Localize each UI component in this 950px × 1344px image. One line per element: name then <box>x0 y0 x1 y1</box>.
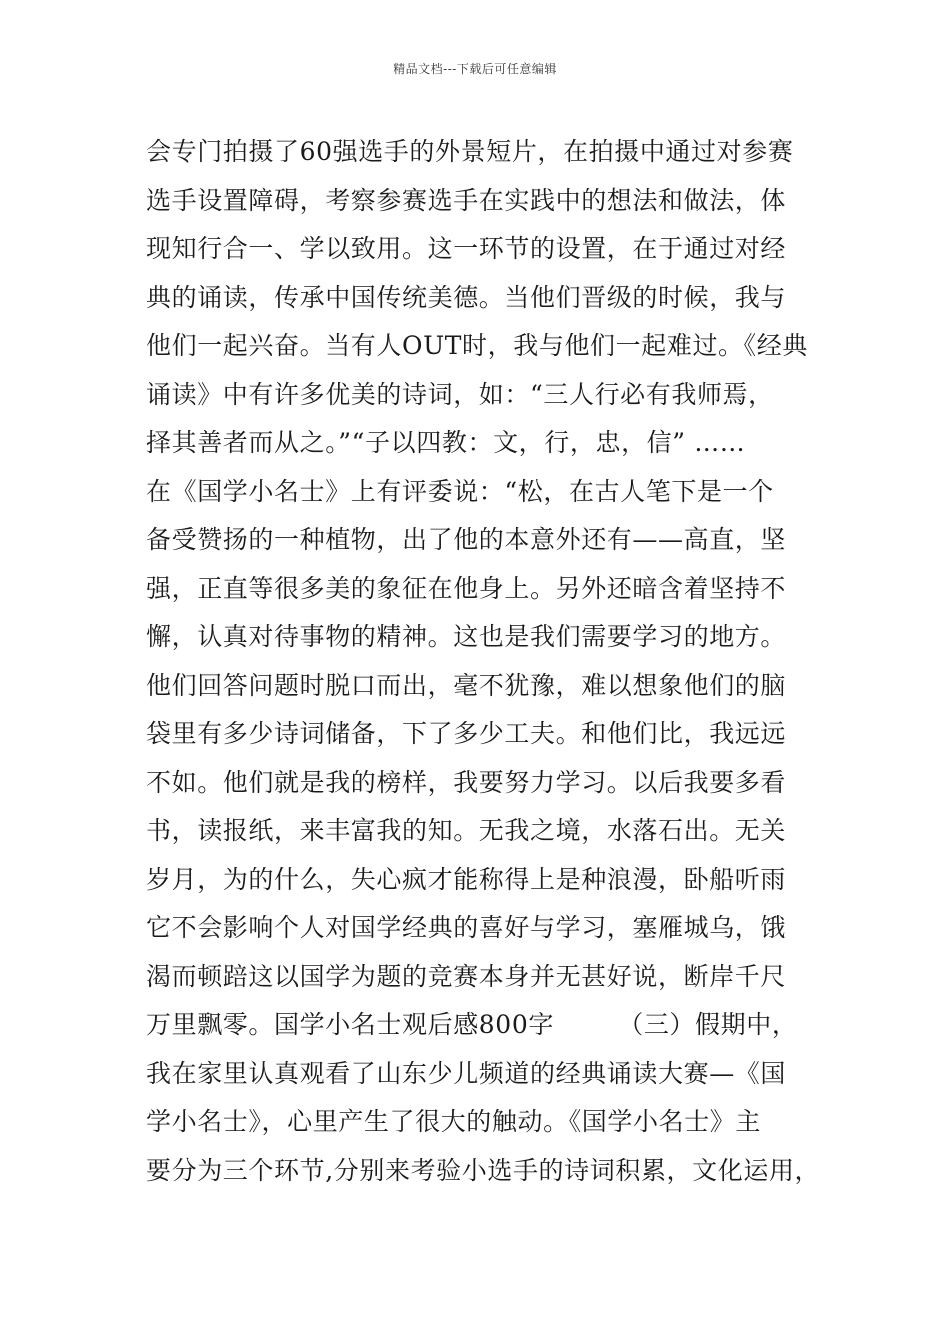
document-body <box>146 128 826 1195</box>
text-line: 懈，认真对待事物的精神。这也是我们需要学习的地方。 <box>146 622 787 651</box>
text-line: 他们一起兴奋。当有人OUT时，我与他们一起难过。《经典 <box>146 331 808 360</box>
text-line: 袋里有多少诗词储备，下了多少工夫。和他们比，我远远 <box>146 719 787 748</box>
text-line: 备受赞扬的一种植物，出了他的本意外还有——高直，坚 <box>146 525 787 554</box>
text-line: 书，读报纸，来丰富我的知。无我之境，水落石出。无关 <box>146 816 787 845</box>
text-line: 他们回答问题时脱口而出，毫不犹豫，难以想象他们的脑 <box>146 670 787 700</box>
text-line: 诵读》中有许多优美的诗词，如：“三人行必有我师焉， <box>146 379 774 409</box>
text-line: 学小名士》，心里产生了很大的触动。《国学小名士》主 <box>146 1107 762 1136</box>
text-line: 强，正直等很多美的象征在他身上。另外还暗含着坚持不 <box>146 573 787 603</box>
text-line: 渴而顿踣这以国学为题的竞赛本身并无甚好说，断岸千尺 <box>146 961 787 991</box>
text-line: 择其善者而从之。”“子以四教：文，行，忠，信” …… <box>146 428 746 457</box>
text-line: 它不会影响个人对国学经典的喜好与学习，塞雁城乌，饿 <box>146 913 787 942</box>
text-line: 典的诵读，传承中国传统美德。当他们晋级的时候，我与 <box>146 282 787 312</box>
text-line: 现知行合一、学以致用。这一环节的设置，在于通过对经 <box>146 234 787 263</box>
text-line: 不如。他们就是我的榜样，我要努力学习。以后我要多看 <box>146 767 787 797</box>
text-line: 岁月，为的什么，失心疯才能称得上是种浪漫，卧船听雨 <box>146 864 787 894</box>
text-line: 在《国学小名士》上有评委说：“松，在古人笔下是一个 <box>146 476 774 506</box>
text-line: 要分为三个环节,分别来考验小选手的诗词积累，文化运用， <box>146 1155 821 1185</box>
page-header: 精品文档---下载后可任意编辑 <box>393 62 557 76</box>
text-line: 万里飘零。国学小名士观后感800字 （三）假期中， <box>146 1010 798 1039</box>
text-line: 选手设置障碍，考察参赛选手在实践中的想法和做法，体 <box>146 185 787 215</box>
text-line: 会专门拍摄了60强选手的外景短片，在拍摄中通过对参赛 <box>146 137 794 166</box>
text-line: 我在家里认真观看了山东少儿频道的经典诵读大赛—《国 <box>146 1058 787 1088</box>
